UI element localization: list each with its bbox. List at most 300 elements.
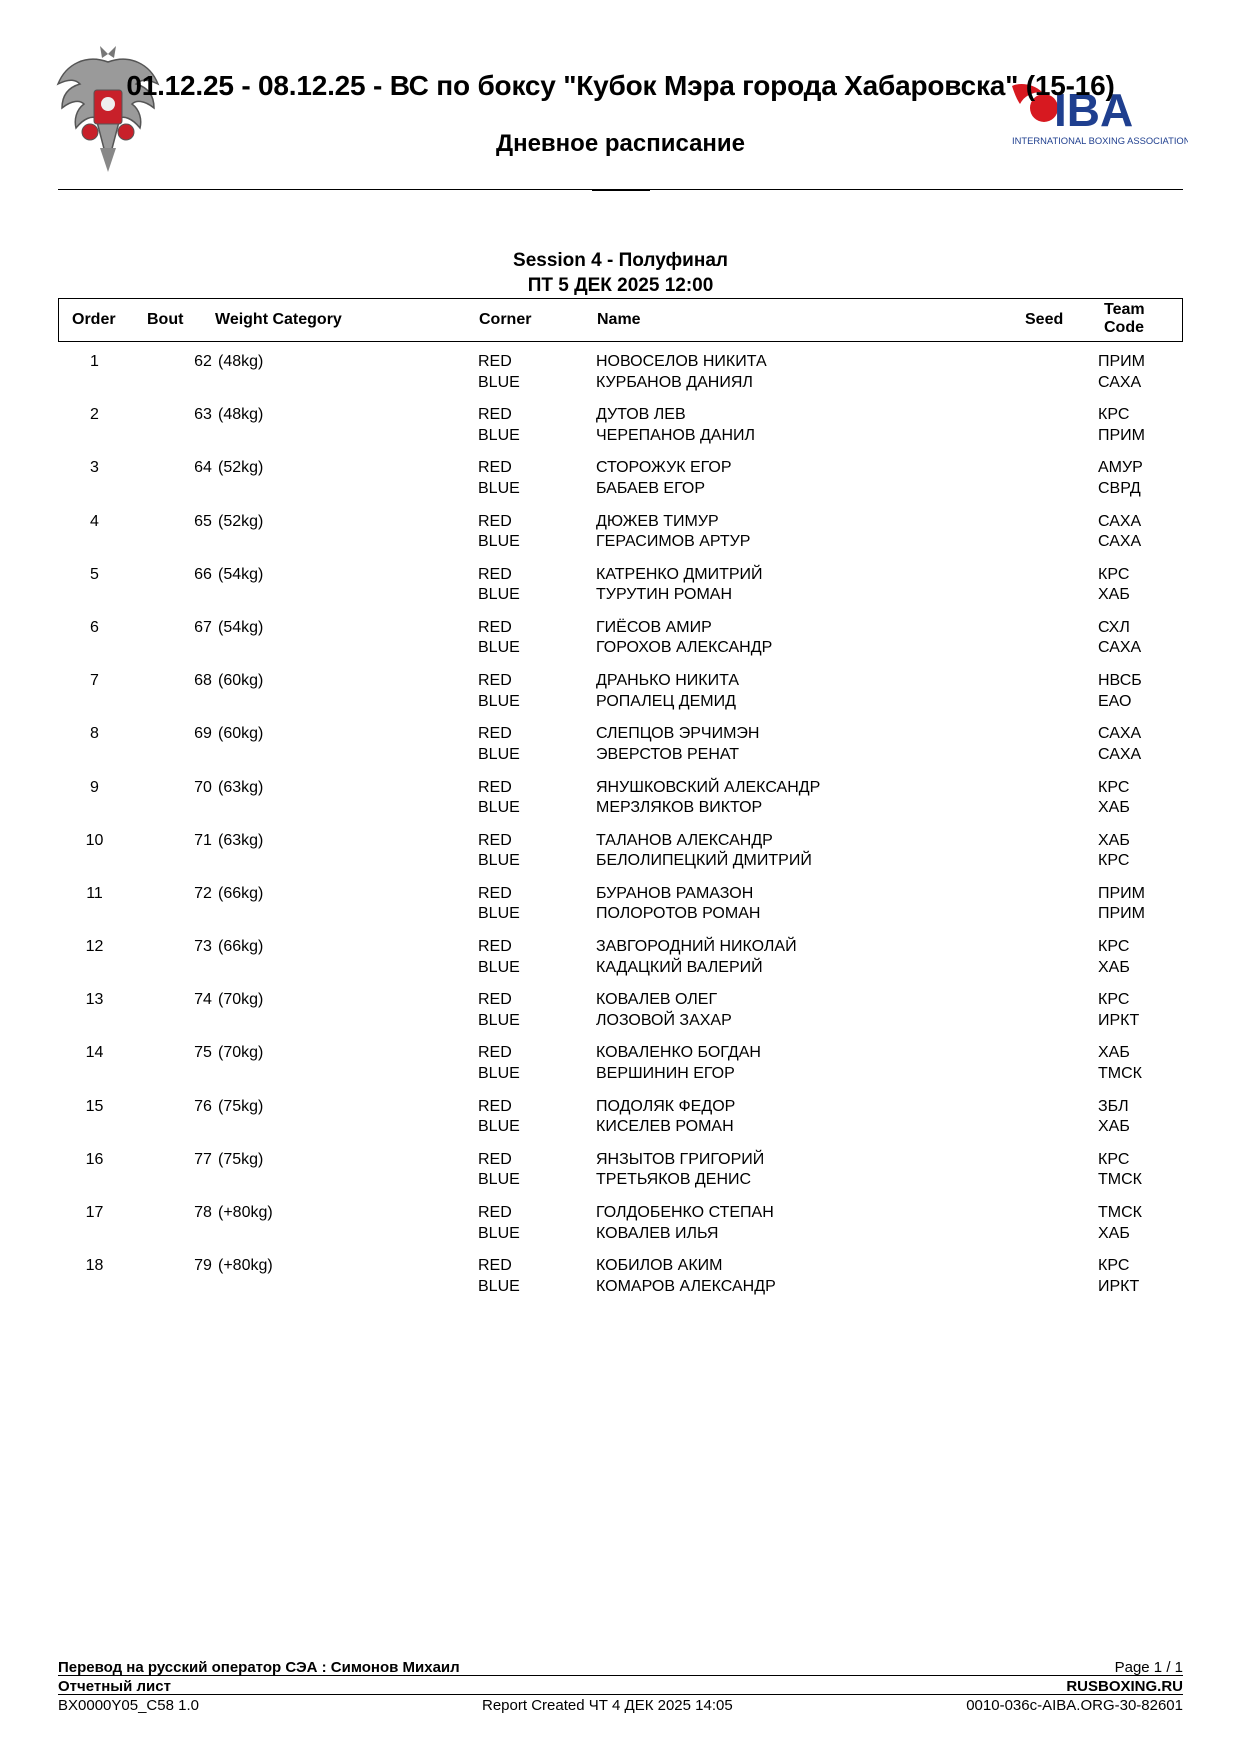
bout-names-blue-name: ПОЛОРОТОВ РОМАН	[596, 905, 761, 923]
bout-corners-red-corner: RED	[478, 406, 512, 424]
bout-number	[183, 990, 223, 1011]
bout-order-order: 1	[90, 353, 99, 370]
bout-number-bout: 66	[194, 565, 212, 583]
bout-names-blue-name: КУРБАНОВ ДАНИЯЛ	[596, 373, 753, 391]
bout-order	[58, 1097, 131, 1118]
bout-number-bout: 73	[194, 938, 212, 956]
bout-teams	[1098, 671, 1142, 712]
bout-teams	[1098, 937, 1130, 978]
bout-weight	[218, 565, 263, 586]
bout-number-bout: 77	[194, 1150, 212, 1168]
bout-teams-red-team: ПРИМ	[1098, 353, 1145, 370]
bout-names	[596, 512, 750, 553]
bout-number-bout: 65	[194, 512, 212, 530]
bout-weight-weight: (+80kg)	[218, 1204, 273, 1221]
bout-teams-blue-team: ХАБ	[1098, 586, 1130, 604]
bout-order	[58, 1150, 131, 1171]
bout-order-order: 3	[90, 459, 99, 477]
bout-teams	[1098, 405, 1145, 446]
bout-teams-red-team: ТМСК	[1098, 1204, 1142, 1221]
page-subtitle: Дневное расписание	[495, 130, 746, 157]
col-corner-header: Corner	[479, 311, 532, 328]
bout-weight	[218, 724, 263, 745]
bout-corners-red-corner: RED	[478, 884, 512, 902]
bout-corners	[478, 618, 520, 659]
bout-number	[183, 1097, 223, 1118]
bout-teams-red-team: КРС	[1098, 1150, 1130, 1168]
bout-teams-red-team: ПРИМ	[1098, 884, 1145, 902]
bout-number-bout: 64	[194, 459, 212, 477]
bout-names-red-name: ГИЁСОВ АМИР	[596, 618, 712, 636]
bout-order-order: 15	[85, 1097, 104, 1115]
bout-corners-red-corner: RED	[478, 778, 512, 796]
bout-corners	[478, 778, 520, 819]
bout-names	[596, 1256, 776, 1297]
bout-number	[183, 1256, 223, 1277]
table-row	[58, 778, 1183, 831]
bout-teams-blue-team: СВРД	[1098, 479, 1141, 497]
bout-names	[596, 884, 760, 925]
bout-weight-weight: (48kg)	[218, 406, 264, 424]
bout-teams	[1098, 1097, 1130, 1138]
footer-created: Report Created ЧТ 4 ДЕК 2025 14:05	[482, 1697, 733, 1714]
bout-names-blue-name: БАБАЕВ ЕГОР	[596, 479, 705, 497]
bout-number-bout: 70	[194, 778, 212, 796]
bout-number-bout: 75	[194, 1044, 212, 1062]
bout-teams-blue-team: ХАБ	[1098, 958, 1130, 976]
bout-names	[596, 831, 812, 872]
bout-names-red-name: ДЮЖЕВ ТИМУР	[596, 512, 719, 530]
bout-names	[596, 1097, 735, 1138]
bout-order-order: 10	[85, 831, 104, 849]
bout-teams	[1098, 618, 1141, 659]
table-row	[58, 458, 1183, 511]
bout-weight	[218, 1256, 273, 1277]
bout-number	[183, 618, 223, 639]
bout-weight-weight: (75kg)	[218, 1097, 264, 1115]
bout-corners	[478, 565, 520, 606]
bout-teams	[1098, 565, 1130, 606]
bout-corners-red-corner: RED	[478, 618, 512, 636]
col-name-header: Name	[597, 311, 641, 328]
bout-corners-blue-corner: BLUE	[478, 586, 520, 604]
bout-weight-weight: (54kg)	[218, 565, 264, 583]
bout-corners-blue-corner: BLUE	[478, 1118, 520, 1136]
bout-order	[58, 405, 131, 426]
bout-corners-red-corner: RED	[478, 938, 512, 956]
bouts-table-body	[58, 352, 1183, 1309]
bout-names-red-name: ДРАНЬКО НИКИТА	[596, 672, 739, 690]
footer-site: RUSBOXING.RU	[1066, 1678, 1183, 1695]
bout-corners	[478, 831, 520, 872]
bout-number-bout: 76	[194, 1097, 212, 1115]
bout-weight-weight: (60kg)	[218, 672, 264, 690]
iba-logo-caption: INTERNATIONAL BOXING ASSOCIATION	[1012, 135, 1188, 146]
bout-weight-weight: (52kg)	[218, 459, 264, 477]
bout-corners-blue-corner: BLUE	[478, 799, 520, 816]
page-title: 01.12.25 - 08.12.25 - ВС по боксу "Кубок Мэра города Хабаровска" (15-16)	[126, 70, 1115, 101]
bout-names-red-name: ГОЛДОБЕНКО СТЕПАН	[596, 1204, 774, 1221]
bout-corners-red-corner: RED	[478, 1150, 512, 1168]
bout-names-blue-name: ТУРУТИН РОМАН	[596, 586, 733, 604]
bout-corners	[478, 405, 520, 446]
bout-weight	[218, 458, 263, 479]
bout-teams-red-team: КРС	[1098, 1257, 1130, 1275]
bout-corners-blue-corner: BLUE	[478, 905, 520, 923]
bout-order	[58, 778, 131, 799]
bout-order	[58, 724, 131, 745]
bout-corners	[478, 1097, 520, 1138]
bout-corners-red-corner: RED	[478, 725, 512, 743]
bout-names	[596, 458, 732, 499]
bout-teams-blue-team: ИРКТ	[1098, 1011, 1140, 1029]
bout-corners-blue-corner: BLUE	[478, 1064, 520, 1082]
bout-teams-red-team: КРС	[1098, 565, 1130, 583]
bout-order	[58, 831, 131, 852]
bout-number	[183, 1043, 223, 1064]
bout-order-order: 17	[85, 1204, 104, 1221]
bout-corners-red-corner: RED	[478, 1044, 512, 1062]
bout-order-order: 2	[90, 406, 99, 424]
bout-names-red-name: ТАЛАНОВ АЛЕКСАНДР	[596, 831, 773, 849]
bout-number	[183, 458, 223, 479]
bout-corners-blue-corner: BLUE	[478, 1277, 520, 1295]
bout-teams-blue-team: ХАБ	[1098, 1224, 1130, 1242]
bout-teams-blue-team: ХАБ	[1098, 799, 1130, 816]
bout-corners-blue-corner: BLUE	[478, 373, 520, 391]
bout-weight	[218, 884, 263, 905]
bout-names-blue-name: ЭВЕРСТОВ РЕНАТ	[596, 745, 740, 763]
bout-teams-red-team: САХА	[1098, 725, 1142, 743]
bout-corners	[478, 724, 520, 765]
bout-corners-blue-corner: BLUE	[478, 479, 520, 497]
bout-number	[183, 1150, 223, 1171]
bout-order	[58, 458, 131, 479]
bout-names-blue-name: КИСЕЛЕВ РОМАН	[596, 1118, 734, 1136]
bout-teams-red-team: КРС	[1098, 778, 1130, 796]
bout-names-red-name: ПОДОЛЯК ФЕДОР	[596, 1097, 736, 1115]
bout-order-order: 18	[85, 1257, 104, 1275]
bout-weight-weight: (48kg)	[218, 353, 264, 370]
bout-teams	[1098, 831, 1130, 872]
bout-corners	[478, 1256, 520, 1297]
bout-weight	[218, 1150, 263, 1171]
bout-names-red-name: БУРАНОВ РАМАЗОН	[596, 884, 754, 902]
bout-corners-blue-corner: BLUE	[478, 1224, 520, 1242]
bout-number-bout: 67	[194, 618, 212, 636]
bout-teams-blue-team: ТМСК	[1098, 1064, 1142, 1082]
bout-order-order: 6	[90, 618, 99, 636]
bout-order-order: 13	[85, 991, 104, 1009]
bout-names-red-name: СЛЕПЦОВ ЭРЧИМЭН	[596, 725, 760, 743]
bout-corners	[478, 884, 520, 925]
bout-corners-red-corner: RED	[478, 512, 512, 530]
bout-names	[596, 937, 797, 978]
bout-corners	[478, 990, 520, 1031]
bout-corners-red-corner: RED	[478, 565, 512, 583]
bout-names	[596, 671, 739, 712]
bout-number	[183, 405, 223, 426]
bout-order-order: 16	[85, 1150, 104, 1168]
bout-corners-blue-corner: BLUE	[478, 1011, 520, 1029]
bout-weight	[218, 990, 263, 1011]
bout-teams-blue-team: ПРИМ	[1098, 905, 1145, 923]
bout-teams	[1098, 1203, 1142, 1244]
bout-teams-red-team: КРС	[1098, 991, 1130, 1009]
bout-corners-red-corner: RED	[478, 831, 512, 849]
bout-teams-blue-team: ХАБ	[1098, 1118, 1130, 1136]
bout-teams-blue-team: САХА	[1098, 745, 1142, 763]
bout-teams-blue-team: САХА	[1098, 639, 1142, 657]
col-team-header-line1: Team	[1104, 301, 1145, 318]
bout-weight	[218, 512, 263, 533]
bout-order-order: 5	[90, 565, 99, 583]
footer-report-type: Отчетный лист	[58, 1678, 171, 1695]
bout-corners	[478, 1203, 520, 1244]
bout-corners-red-corner: RED	[478, 1204, 512, 1221]
bout-names	[596, 352, 767, 393]
bout-names	[596, 1043, 761, 1084]
table-row	[58, 1256, 1183, 1309]
bout-names-blue-name: КОВАЛЕВ ИЛЬЯ	[596, 1224, 719, 1242]
bout-number	[183, 671, 223, 692]
bout-number-bout: 78	[194, 1204, 212, 1221]
bout-names-blue-name: ВЕРШИНИН ЕГОР	[596, 1064, 735, 1082]
bout-number-bout: 69	[194, 725, 212, 743]
bout-order-order: 11	[86, 884, 103, 902]
footer-page-number: Page 1 / 1	[1114, 1659, 1183, 1676]
bout-number-bout: 71	[194, 831, 212, 849]
bout-corners-red-corner: RED	[478, 353, 512, 370]
bout-number	[183, 724, 223, 745]
bout-names-blue-name: РОПАЛЕЦ ДЕМИД	[596, 692, 736, 710]
bout-teams-red-team: КРС	[1098, 406, 1130, 424]
bout-weight-weight: (70kg)	[218, 991, 264, 1009]
bout-corners	[478, 937, 520, 978]
bout-names-blue-name: ГЕРАСИМОВ АРТУР	[596, 533, 751, 551]
bout-names-red-name: КОВАЛЕНКО БОГДАН	[596, 1044, 761, 1062]
bout-weight	[218, 671, 263, 692]
col-order-header: Order	[72, 311, 116, 328]
bout-corners	[478, 352, 520, 393]
bout-names-red-name: ЯНЗЫТОВ ГРИГОРИЙ	[596, 1150, 765, 1168]
bout-weight	[218, 1203, 273, 1224]
table-row	[58, 1097, 1183, 1150]
bout-weight-weight: (+80kg)	[218, 1257, 273, 1275]
bout-weight	[218, 831, 263, 852]
table-row	[58, 831, 1183, 884]
bout-order-order: 8	[90, 725, 99, 743]
bout-teams-blue-team: САХА	[1098, 533, 1142, 551]
table-row	[58, 1150, 1183, 1203]
footer-ref: 0010-036c-AIBA.ORG-30-82601	[966, 1697, 1183, 1714]
bout-number	[183, 512, 223, 533]
bout-names	[596, 778, 820, 819]
bout-order-order: 14	[85, 1044, 104, 1062]
bout-teams	[1098, 352, 1145, 393]
bout-teams	[1098, 512, 1141, 553]
bout-names-blue-name: БЕЛОЛИПЕЦКИЙ ДМИТРИЙ	[596, 852, 812, 870]
bout-teams-red-team: ХАБ	[1098, 1044, 1130, 1062]
bout-number	[183, 565, 223, 586]
header-divider-mark	[592, 189, 650, 191]
bout-weight-weight: (66kg)	[218, 884, 264, 902]
bout-names	[596, 1150, 764, 1191]
bout-teams-blue-team: ИРКТ	[1098, 1277, 1140, 1295]
table-row	[58, 671, 1183, 724]
bout-teams	[1098, 778, 1130, 819]
bout-weight	[218, 1043, 263, 1064]
bout-order	[58, 884, 131, 905]
bout-names	[596, 724, 759, 765]
bout-weight	[218, 352, 263, 373]
table-header	[58, 298, 1183, 342]
bout-names-red-name: КОВАЛЕВ ОЛЕГ	[596, 991, 718, 1009]
bout-weight-weight: (52kg)	[218, 512, 264, 530]
bout-corners-red-corner: RED	[478, 1097, 512, 1115]
bout-number-bout: 68	[194, 672, 212, 690]
bout-order	[58, 512, 131, 533]
bout-names-blue-name: ТРЕТЬЯКОВ ДЕНИС	[596, 1171, 752, 1189]
bout-weight	[218, 1097, 263, 1118]
bout-order-order: 7	[90, 672, 99, 690]
bout-corners-blue-corner: BLUE	[478, 1171, 520, 1189]
bout-teams-red-team: САХА	[1098, 512, 1142, 530]
bout-names	[596, 990, 732, 1031]
bout-order-order: 12	[85, 938, 104, 956]
bout-names-red-name: ЗАВГОРОДНИЙ НИКОЛАЙ	[596, 938, 797, 956]
bout-order	[58, 618, 131, 639]
table-row	[58, 618, 1183, 671]
bout-number	[183, 831, 223, 852]
bout-teams	[1098, 990, 1139, 1031]
bout-names-blue-name: КОМАРОВ АЛЕКСАНДР	[596, 1277, 776, 1295]
bout-number	[183, 1203, 223, 1224]
bout-corners-red-corner: RED	[478, 1257, 512, 1275]
bout-weight-weight: (70kg)	[218, 1044, 264, 1062]
bout-names	[596, 1203, 774, 1244]
col-seed-header: Seed	[1025, 311, 1064, 328]
footer-doc-code: BX0000Y05_C58 1.0	[58, 1697, 199, 1714]
bout-names-red-name: СТОРОЖУК ЕГОР	[596, 459, 732, 477]
table-row	[58, 512, 1183, 565]
bout-number	[183, 884, 223, 905]
table-row	[58, 1203, 1183, 1256]
bout-number-bout: 72	[194, 884, 212, 902]
bout-corners	[478, 512, 520, 553]
bout-teams-red-team: ХАБ	[1098, 831, 1130, 849]
bout-corners-blue-corner: BLUE	[478, 958, 520, 976]
bout-names-blue-name: КАДАЦКИЙ ВАЛЕРИЙ	[596, 958, 763, 976]
bout-corners-blue-corner: BLUE	[478, 639, 520, 657]
bout-names-red-name: ЯНУШКОВСКИЙ АЛЕКСАНДР	[596, 778, 821, 796]
table-row	[58, 1043, 1183, 1096]
bout-teams-red-team: АМУР	[1098, 459, 1143, 477]
bout-corners-blue-corner: BLUE	[478, 533, 520, 551]
bout-number-bout: 63	[194, 406, 212, 424]
bout-weight-weight: (54kg)	[218, 618, 264, 636]
bout-teams	[1098, 458, 1143, 499]
table-row	[58, 990, 1183, 1043]
bout-weight-weight: (60kg)	[218, 725, 264, 743]
bout-weight-weight: (66kg)	[218, 938, 264, 956]
table-row	[58, 405, 1183, 458]
bout-names	[596, 618, 772, 659]
bout-order-order: 9	[90, 778, 99, 796]
bout-order	[58, 1203, 131, 1224]
bout-teams-blue-team: САХА	[1098, 373, 1142, 391]
bout-corners-red-corner: RED	[478, 672, 512, 690]
bout-names	[596, 405, 755, 446]
bout-teams	[1098, 884, 1145, 925]
bout-corners-red-corner: RED	[478, 459, 512, 477]
bout-teams-blue-team: КРС	[1098, 852, 1130, 870]
bout-teams-blue-team: ПРИМ	[1098, 426, 1145, 444]
bout-names-red-name: ДУТОВ ЛЕВ	[596, 406, 686, 424]
bout-corners-blue-corner: BLUE	[478, 852, 520, 870]
bout-number	[183, 778, 223, 799]
bout-weight	[218, 405, 263, 426]
table-row	[58, 724, 1183, 777]
bout-teams	[1098, 1150, 1142, 1191]
bout-corners	[478, 671, 520, 712]
bout-names-blue-name: ЧЕРЕПАНОВ ДАНИЛ	[596, 426, 756, 444]
col-bout-header: Bout	[147, 311, 184, 328]
session-title: Session 4 - Полуфинал	[513, 250, 728, 271]
bout-weight-weight: (63kg)	[218, 831, 264, 849]
bout-names-blue-name: ЛОЗОВОЙ ЗАХАР	[596, 1011, 732, 1029]
bout-corners	[478, 1043, 520, 1084]
bout-weight	[218, 778, 263, 799]
bout-teams-red-team: ЗБЛ	[1098, 1097, 1129, 1115]
bout-teams-red-team: НВСБ	[1098, 672, 1142, 690]
bout-order	[58, 565, 131, 586]
table-row	[58, 937, 1183, 990]
bout-order-order: 4	[90, 512, 99, 530]
bout-weight-weight: (63kg)	[218, 778, 264, 796]
col-team-header-line2: Code	[1104, 319, 1144, 336]
bout-corners	[478, 458, 520, 499]
footer-translator: Перевод на русский оператор СЭА : Симонов Михаил	[58, 1659, 460, 1676]
bout-number-bout: 62	[194, 353, 212, 370]
col-weight-header: Weight Category	[215, 311, 342, 328]
bout-corners	[478, 1150, 520, 1191]
bout-weight	[218, 618, 263, 639]
bout-teams-blue-team: ЕАО	[1098, 692, 1132, 710]
bout-corners-blue-corner: BLUE	[478, 692, 520, 710]
session-date: ПТ 5 ДЕК 2025 12:00	[527, 275, 714, 296]
bout-order	[58, 671, 131, 692]
bout-teams	[1098, 1043, 1142, 1084]
table-row	[58, 884, 1183, 937]
table-row	[58, 352, 1183, 405]
bout-number	[183, 352, 223, 373]
bout-number-bout: 79	[194, 1257, 212, 1275]
bout-order	[58, 1256, 131, 1277]
bout-teams	[1098, 724, 1141, 765]
table-row	[58, 565, 1183, 618]
bout-order	[58, 352, 131, 373]
bout-names	[596, 565, 763, 606]
bout-number-bout: 74	[194, 991, 212, 1009]
bout-weight	[218, 937, 263, 958]
footer-divider	[58, 1694, 1183, 1695]
bout-number	[183, 937, 223, 958]
bout-teams	[1098, 1256, 1139, 1297]
bout-order	[58, 937, 131, 958]
bout-names-blue-name: МЕРЗЛЯКОВ ВИКТОР	[596, 799, 763, 816]
bout-corners-blue-corner: BLUE	[478, 426, 520, 444]
